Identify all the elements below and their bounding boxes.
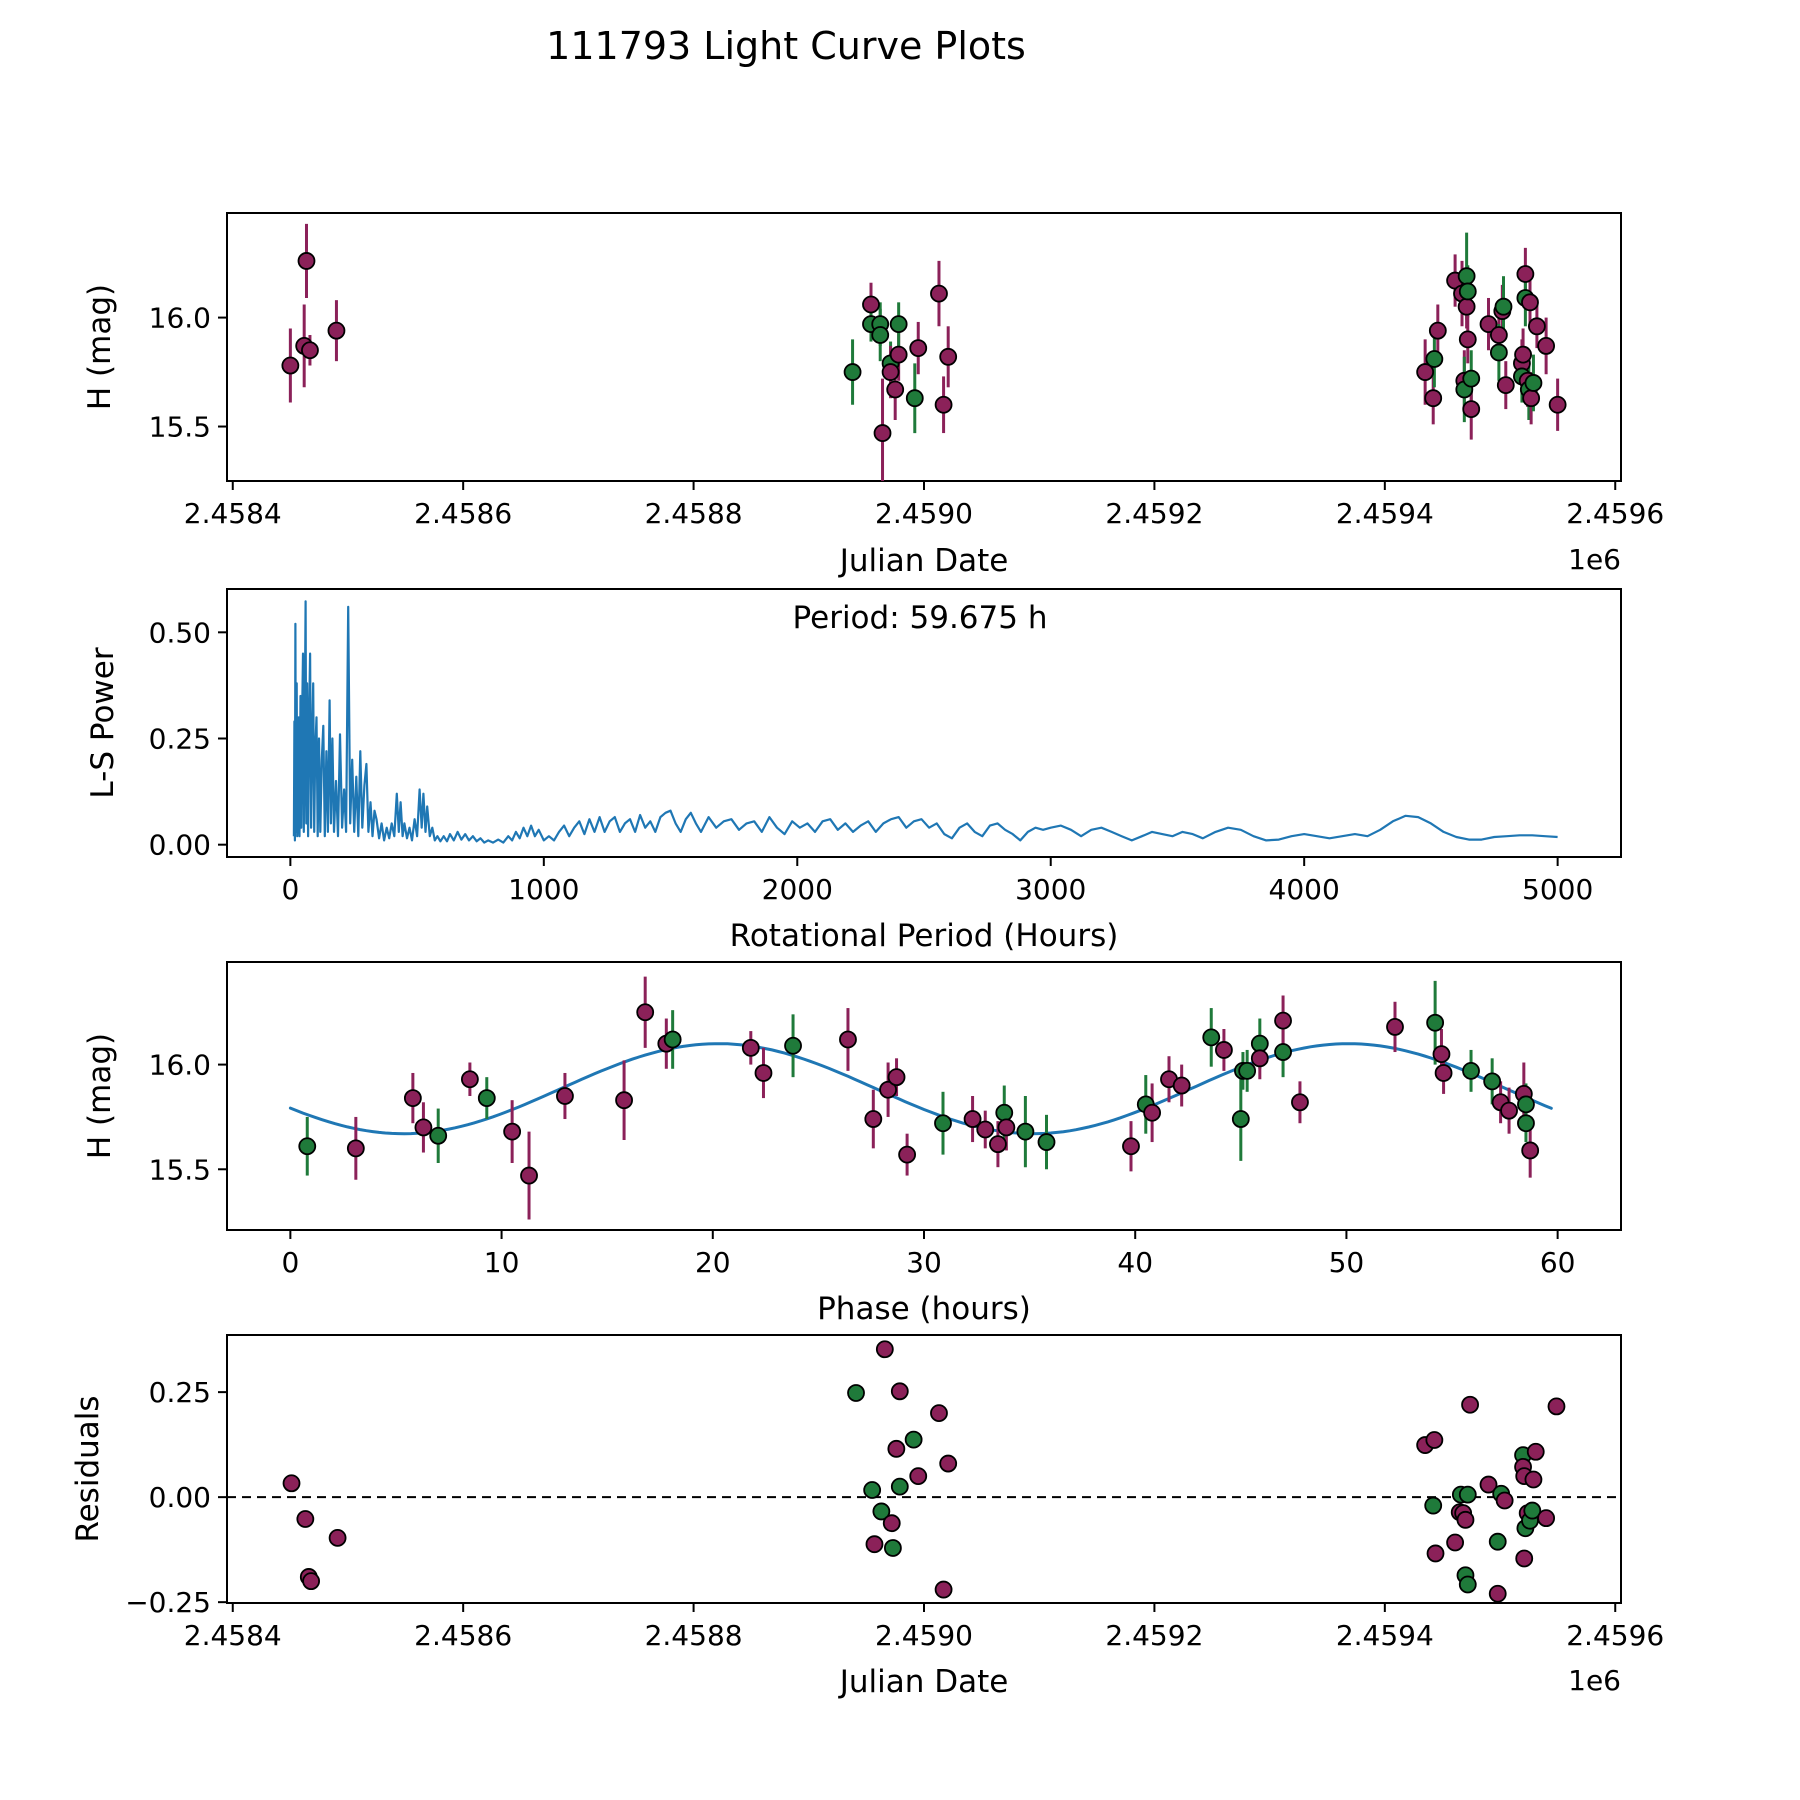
x-tick-label: 10 xyxy=(483,1246,520,1279)
data-point xyxy=(1491,344,1507,360)
data-point xyxy=(755,1065,771,1081)
data-point xyxy=(877,1341,893,1357)
y-tick-label: 0.25 xyxy=(148,722,211,756)
data-point xyxy=(1252,1050,1268,1066)
data-point xyxy=(1123,1138,1139,1154)
y-tick-label: 0.50 xyxy=(148,616,211,650)
data-point xyxy=(743,1040,759,1056)
data-point xyxy=(1433,1046,1449,1062)
data-point xyxy=(1528,1444,1544,1460)
x-tick-label: 1000 xyxy=(508,873,580,906)
data-point xyxy=(1436,1065,1452,1081)
x-tick-label: 2.4594 xyxy=(1335,1619,1434,1652)
data-point xyxy=(1426,1432,1442,1448)
data-point xyxy=(297,1511,313,1527)
data-point xyxy=(1522,1142,1538,1158)
data-point xyxy=(1292,1094,1308,1110)
y-tick-label: 0.00 xyxy=(148,1481,211,1515)
data-point xyxy=(1428,1545,1444,1561)
data-point xyxy=(348,1140,364,1156)
data-point xyxy=(863,297,879,313)
x-tick-label: 3000 xyxy=(1015,873,1087,906)
data-point xyxy=(1460,1577,1476,1593)
data-point xyxy=(479,1090,495,1106)
axes-residuals xyxy=(227,1335,1621,1603)
data-point xyxy=(1516,1550,1532,1566)
data-point xyxy=(557,1088,573,1104)
xlabel-julian-date-top: Julian Date xyxy=(839,543,1009,579)
data-point xyxy=(884,1515,900,1531)
data-point xyxy=(977,1122,993,1138)
ylabel-residuals: Residuals xyxy=(70,1395,106,1543)
data-point xyxy=(935,1115,951,1131)
data-point xyxy=(885,1540,901,1556)
data-point xyxy=(1427,1015,1443,1031)
x-tick-label: 60 xyxy=(1539,1246,1576,1279)
periodogram-line xyxy=(294,601,1558,842)
data-point xyxy=(907,390,923,406)
data-point xyxy=(298,253,314,269)
data-point xyxy=(1462,1397,1478,1413)
data-point xyxy=(1459,268,1475,284)
data-point xyxy=(996,1105,1012,1121)
xlabel-phase-hours: Phase (hours) xyxy=(817,1291,1031,1327)
data-point xyxy=(1550,397,1566,413)
x-tick-label: 50 xyxy=(1328,1246,1365,1279)
data-point xyxy=(1517,266,1533,282)
data-point xyxy=(282,358,298,374)
y-tick-label: −0.25 xyxy=(125,1586,211,1620)
y-tick-label: 16.0 xyxy=(148,301,211,335)
x-tick-label: 2.4592 xyxy=(1105,497,1204,530)
data-point xyxy=(1430,323,1446,339)
data-point xyxy=(616,1092,632,1108)
data-point xyxy=(1522,294,1538,310)
data-point xyxy=(328,323,344,339)
y-tick-label: 16.0 xyxy=(148,1048,211,1082)
data-point xyxy=(848,1385,864,1401)
data-point xyxy=(845,364,861,380)
data-point xyxy=(430,1128,446,1144)
data-point xyxy=(1039,1134,1055,1150)
y-tick-label: 0.00 xyxy=(148,828,211,862)
data-point xyxy=(875,425,891,441)
data-point xyxy=(303,1573,319,1589)
data-point xyxy=(936,1582,952,1598)
data-point xyxy=(1501,1103,1517,1119)
data-point xyxy=(872,327,888,343)
data-point xyxy=(1463,371,1479,387)
data-point xyxy=(891,347,907,363)
ylabel-h-mag-top: H (mag) xyxy=(82,283,118,411)
data-point xyxy=(931,286,947,302)
xlabel-julian-date-bottom: Julian Date xyxy=(839,1664,1009,1700)
x-offset-1e6-top: 1e6 xyxy=(1568,543,1621,576)
x-tick-label: 20 xyxy=(694,1246,731,1279)
data-point xyxy=(910,340,926,356)
data-point xyxy=(1233,1111,1249,1127)
x-tick-label: 30 xyxy=(906,1246,942,1279)
data-point xyxy=(299,1138,315,1154)
data-point xyxy=(1525,375,1541,391)
data-point xyxy=(1252,1036,1268,1052)
data-point xyxy=(1490,1534,1506,1550)
x-tick-label: 2.4592 xyxy=(1105,1619,1204,1652)
data-point xyxy=(405,1090,421,1106)
data-point xyxy=(1460,1487,1476,1503)
data-point xyxy=(864,1482,880,1498)
x-tick-label: 0 xyxy=(281,1246,300,1279)
data-point xyxy=(887,381,903,397)
y-tick-label: 0.25 xyxy=(148,1376,211,1410)
data-point xyxy=(1490,1586,1506,1602)
data-point xyxy=(1239,1063,1255,1079)
data-point xyxy=(637,1004,653,1020)
data-point xyxy=(1425,390,1441,406)
data-point xyxy=(1484,1073,1500,1089)
x-offset-1e6-bottom: 1e6 xyxy=(1568,1664,1621,1697)
x-tick-label: 2.4588 xyxy=(644,1619,743,1652)
data-point xyxy=(931,1405,947,1421)
markers-phase-folded xyxy=(299,1004,1538,1183)
x-tick-label: 2.4590 xyxy=(875,497,973,530)
data-point xyxy=(1525,1472,1541,1488)
data-point xyxy=(415,1119,431,1135)
data-point xyxy=(899,1147,915,1163)
data-point xyxy=(1518,1115,1534,1131)
y-tick-label: 15.5 xyxy=(148,1153,211,1187)
markers-lightcurve-vs-jd xyxy=(282,253,1565,441)
data-point xyxy=(504,1124,520,1140)
data-point xyxy=(888,1441,904,1457)
data-point xyxy=(892,1479,908,1495)
data-point xyxy=(1460,331,1476,347)
data-point xyxy=(1515,347,1531,363)
data-point xyxy=(892,1383,908,1399)
data-point xyxy=(940,1456,956,1472)
x-tick-label: 2.4586 xyxy=(414,497,513,530)
data-point xyxy=(1174,1078,1190,1094)
data-point xyxy=(1518,1096,1534,1112)
data-point xyxy=(1387,1019,1403,1035)
data-point xyxy=(284,1475,300,1491)
data-point xyxy=(521,1168,537,1184)
x-tick-label: 2.4590 xyxy=(875,1619,973,1652)
x-tick-label: 2.4594 xyxy=(1335,497,1434,530)
data-point xyxy=(1447,1535,1463,1551)
data-point xyxy=(998,1119,1014,1135)
data-point xyxy=(883,364,899,380)
x-tick-label: 40 xyxy=(1117,1246,1154,1279)
x-tick-label: 0 xyxy=(281,873,300,906)
ylabel-ls-power: L-S Power xyxy=(85,647,121,799)
data-point xyxy=(302,342,318,358)
axes-lightcurve xyxy=(227,213,1621,481)
data-point xyxy=(891,316,907,332)
data-point xyxy=(1460,283,1476,299)
data-point xyxy=(889,1069,905,1085)
data-point xyxy=(1275,1044,1291,1060)
x-tick-label: 2000 xyxy=(761,873,833,906)
data-point xyxy=(910,1468,926,1484)
data-point xyxy=(330,1530,346,1546)
x-tick-label: 4000 xyxy=(1268,873,1340,906)
axes-phase-folded xyxy=(227,962,1621,1230)
data-point xyxy=(906,1432,922,1448)
data-point xyxy=(1491,327,1507,343)
data-point xyxy=(665,1031,681,1047)
x-tick-label: 5000 xyxy=(1522,873,1594,906)
data-point xyxy=(1144,1105,1160,1121)
data-point xyxy=(1426,351,1442,367)
data-point xyxy=(1463,401,1479,417)
data-point xyxy=(866,1536,882,1552)
x-tick-label: 2.4584 xyxy=(183,497,282,530)
data-point xyxy=(462,1071,478,1087)
xlabel-rotational-period: Rotational Period (Hours) xyxy=(729,918,1119,954)
data-point xyxy=(865,1111,881,1127)
data-point xyxy=(1523,390,1539,406)
data-point xyxy=(936,397,952,413)
period-annotation: Period: 59.675 h xyxy=(792,600,1048,636)
ylabel-h-mag-phase: H (mag) xyxy=(82,1032,118,1160)
data-point xyxy=(990,1136,1006,1152)
data-point xyxy=(1459,299,1475,315)
fit-curve xyxy=(290,1044,1551,1134)
data-point xyxy=(1216,1042,1232,1058)
data-point xyxy=(840,1031,856,1047)
data-point xyxy=(1425,1498,1441,1514)
data-point xyxy=(940,349,956,365)
data-point xyxy=(1498,377,1514,393)
data-point xyxy=(1275,1013,1291,1029)
x-tick-label: 2.4588 xyxy=(644,497,743,530)
x-tick-label: 2.4586 xyxy=(414,1619,513,1652)
markers-residuals-vs-jd xyxy=(284,1341,1565,1601)
x-tick-label: 2.4596 xyxy=(1566,1619,1665,1652)
data-point xyxy=(1548,1398,1564,1414)
data-point xyxy=(785,1038,801,1054)
x-tick-label: 2.4596 xyxy=(1566,497,1665,530)
figure-title: 111793 Light Curve Plots xyxy=(546,24,1026,68)
data-point xyxy=(1457,1512,1473,1528)
y-tick-label: 15.5 xyxy=(148,410,211,444)
data-point xyxy=(1538,338,1554,354)
data-point xyxy=(1203,1029,1219,1045)
data-point xyxy=(1497,1493,1513,1509)
data-point xyxy=(1529,318,1545,334)
data-point xyxy=(1017,1124,1033,1140)
data-point xyxy=(1463,1063,1479,1079)
x-tick-label: 2.4584 xyxy=(183,1619,282,1652)
data-point xyxy=(1495,299,1511,315)
data-point xyxy=(1538,1510,1554,1526)
